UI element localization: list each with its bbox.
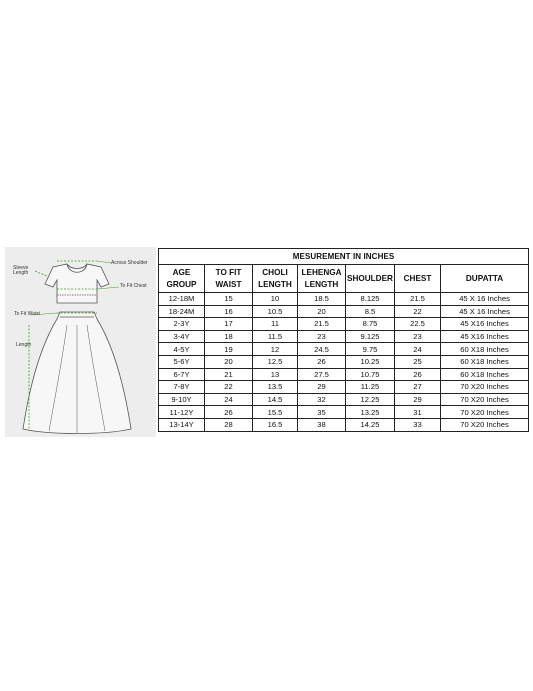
age-group-cell: 7-8Y xyxy=(159,381,205,394)
choli-length-header xyxy=(253,265,298,293)
to-fit-waist-cell: 28 xyxy=(205,418,253,431)
lehenga-length-cell: 18.5 xyxy=(298,293,346,306)
chest-cell: 22.5 xyxy=(395,318,441,331)
to-fit-waist-label: To Fit Waist xyxy=(14,311,40,317)
dupatta-cell: 70 X20 Inches xyxy=(441,418,529,431)
age-group-cell: 18-24M xyxy=(159,305,205,318)
lehenga-length-cell: 29 xyxy=(298,381,346,394)
choli-length-cell: 12.5 xyxy=(253,355,298,368)
chest-cell: 31 xyxy=(395,406,441,419)
table-row xyxy=(159,318,529,331)
lehenga-outline xyxy=(23,312,131,434)
choli-length-cell: 14.5 xyxy=(253,393,298,406)
table-row xyxy=(159,418,529,431)
to-fit-waist-cell: 15 xyxy=(205,293,253,306)
chest-cell: 23 xyxy=(395,330,441,343)
header-line: CHOLI xyxy=(262,267,288,277)
shoulder-cell: 10.25 xyxy=(346,355,395,368)
age-group-cell: 6-7Y xyxy=(159,368,205,381)
size-chart-table xyxy=(158,248,529,432)
choli-length-cell: 12 xyxy=(253,343,298,356)
to-fit-waist-cell: 17 xyxy=(205,318,253,331)
dupatta-cell: 45 X16 Inches xyxy=(441,318,529,331)
shoulder-cell: 14.25 xyxy=(346,418,395,431)
garment-illustration xyxy=(5,247,156,437)
chest-cell: 24 xyxy=(395,343,441,356)
age-group-cell: 3-4Y xyxy=(159,330,205,343)
shoulder-cell: 8.125 xyxy=(346,293,395,306)
chest-cell: 29 xyxy=(395,393,441,406)
dupatta-cell: 70 X20 Inches xyxy=(441,406,529,419)
lehenga-length-cell: 27.5 xyxy=(298,368,346,381)
shoulder-header xyxy=(346,265,395,293)
length-label: Length xyxy=(16,342,32,348)
to-fit-waist-cell: 21 xyxy=(205,368,253,381)
to-fit-waist-header xyxy=(205,265,253,293)
lehenga-length-cell: 24.5 xyxy=(298,343,346,356)
table-row xyxy=(159,330,529,343)
dupatta-header xyxy=(441,265,529,293)
shoulder-cell: 10.75 xyxy=(346,368,395,381)
lehenga-length-cell: 26 xyxy=(298,355,346,368)
table-row xyxy=(159,305,529,318)
age-group-cell: 5-6Y xyxy=(159,355,205,368)
shoulder-cell: 8.5 xyxy=(346,305,395,318)
header-line: DUPATTA xyxy=(465,273,504,283)
choli-length-cell: 11 xyxy=(253,318,298,331)
chest-cell: 21.5 xyxy=(395,293,441,306)
dupatta-cell: 45 X 16 Inches xyxy=(441,293,529,306)
choli-length-cell: 15.5 xyxy=(253,406,298,419)
header-line: WAIST xyxy=(215,279,242,289)
to-fit-waist-cell: 16 xyxy=(205,305,253,318)
dupatta-cell: 45 X16 Inches xyxy=(441,330,529,343)
choli-length-cell: 10.5 xyxy=(253,305,298,318)
header-line: AGE xyxy=(172,267,191,277)
header-line: CHEST xyxy=(403,273,432,283)
lehenga-length-cell: 35 xyxy=(298,406,346,419)
table-row xyxy=(159,393,529,406)
lehenga-length-cell: 20 xyxy=(298,305,346,318)
dupatta-cell: 60 X18 Inches xyxy=(441,368,529,381)
lehenga-length-header xyxy=(298,265,346,293)
age-group-cell: 4-5Y xyxy=(159,343,205,356)
to-fit-waist-cell: 24 xyxy=(205,393,253,406)
dupatta-cell: 70 X20 Inches xyxy=(441,381,529,394)
header-line: LENGTH xyxy=(258,279,292,289)
header-line: GROUP xyxy=(166,279,197,289)
header-line: LENGTH xyxy=(304,279,339,289)
chest-cell: 27 xyxy=(395,381,441,394)
dupatta-cell: 45 X 16 Inches xyxy=(441,305,529,318)
chest-cell: 25 xyxy=(395,355,441,368)
shoulder-cell: 9.75 xyxy=(346,343,395,356)
table-body xyxy=(159,293,529,432)
table-row xyxy=(159,343,529,356)
choli-length-cell: 10 xyxy=(253,293,298,306)
shoulder-cell: 13.25 xyxy=(346,406,395,419)
choli-length-cell: 13 xyxy=(253,368,298,381)
shoulder-cell: 12.25 xyxy=(346,393,395,406)
age-group-cell: 12-18M xyxy=(159,293,205,306)
table-row xyxy=(159,293,529,306)
chest-cell: 33 xyxy=(395,418,441,431)
choli-length-cell: 13.5 xyxy=(253,381,298,394)
choli-length-cell: 11.5 xyxy=(253,330,298,343)
to-fit-waist-cell: 26 xyxy=(205,406,253,419)
table-title: MESUREMENT IN INCHES xyxy=(159,249,529,265)
shoulder-cell: 8.75 xyxy=(346,318,395,331)
dupatta-cell: 60 X18 Inches xyxy=(441,355,529,368)
lehenga-length-cell: 32 xyxy=(298,393,346,406)
header-line: LEHENGA xyxy=(301,267,342,277)
table-row xyxy=(159,381,529,394)
shoulder-cell: 11.25 xyxy=(346,381,395,394)
lehenga-length-cell: 21.5 xyxy=(298,318,346,331)
header-line: TO FIT xyxy=(215,267,242,277)
to-fit-waist-cell: 18 xyxy=(205,330,253,343)
to-fit-chest-label: To Fit Chest xyxy=(120,283,147,289)
table-row xyxy=(159,406,529,419)
table-row xyxy=(159,368,529,381)
to-fit-waist-cell: 20 xyxy=(205,355,253,368)
shoulder-cell: 9.125 xyxy=(346,330,395,343)
lehenga-length-cell: 23 xyxy=(298,330,346,343)
table-row xyxy=(159,355,529,368)
chest-cell: 22 xyxy=(395,305,441,318)
age-group-cell: 13-14Y xyxy=(159,418,205,431)
choli-outline xyxy=(45,264,109,303)
to-fit-waist-cell: 22 xyxy=(205,381,253,394)
dupatta-cell: 60 X18 Inches xyxy=(441,343,529,356)
sleeve-length-label: Sleeve Length xyxy=(13,265,29,276)
header-line: SHOULDER xyxy=(347,273,393,283)
age-group-header xyxy=(159,265,205,293)
chest-header xyxy=(395,265,441,293)
age-group-cell: 11-12Y xyxy=(159,406,205,419)
to-fit-waist-cell: 19 xyxy=(205,343,253,356)
age-group-cell: 2-3Y xyxy=(159,318,205,331)
age-group-cell: 9-10Y xyxy=(159,393,205,406)
chest-cell: 26 xyxy=(395,368,441,381)
choli-length-cell: 16.5 xyxy=(253,418,298,431)
across-shoulder-label: Across Shoulder xyxy=(111,260,148,266)
lehenga-length-cell: 38 xyxy=(298,418,346,431)
table-header-row xyxy=(159,265,529,293)
dupatta-cell: 70 X20 Inches xyxy=(441,393,529,406)
